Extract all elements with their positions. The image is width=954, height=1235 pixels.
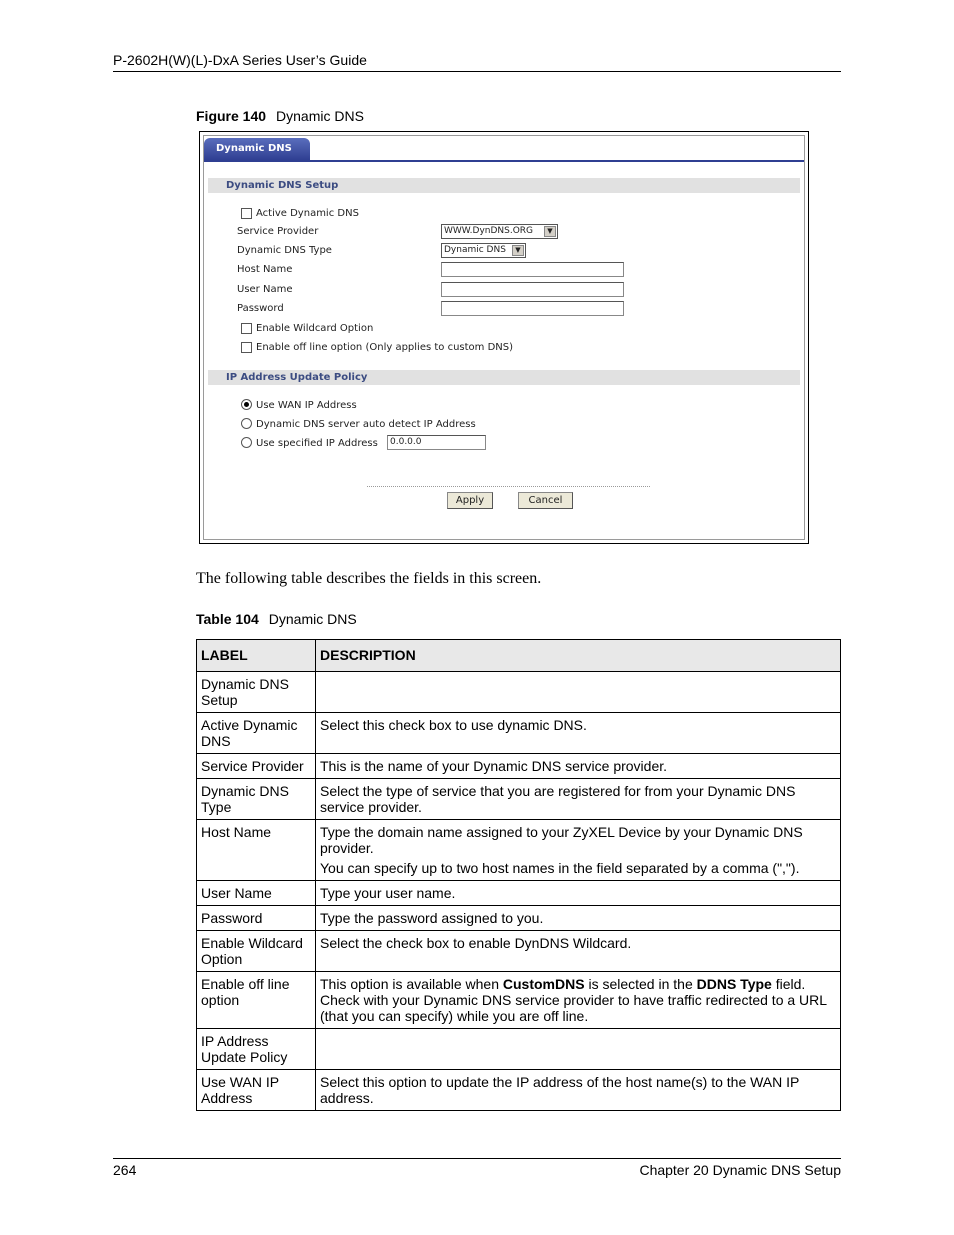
section-ddns-setup: Dynamic DNS Setup	[208, 178, 800, 193]
apply-button[interactable]: Apply	[447, 492, 493, 509]
service-provider-value: WWW.DynDNS.ORG	[444, 226, 534, 236]
row-label: Dynamic DNS Setup	[197, 672, 316, 713]
table-header-row	[197, 640, 841, 672]
radio-use-wan-ip[interactable]	[241, 399, 252, 410]
host-name-input[interactable]	[441, 262, 624, 277]
tab-underline	[204, 160, 804, 162]
header-description: DESCRIPTION	[316, 640, 841, 672]
page-number: 264	[113, 1162, 137, 1178]
radio-use-wan-ip-label: Use WAN IP Address	[256, 400, 357, 411]
figure-caption	[196, 108, 364, 124]
row-label: Password	[197, 906, 316, 931]
table-row	[197, 1070, 841, 1111]
table-number: Table 104	[196, 611, 259, 627]
row-description: Type your user name.	[316, 881, 841, 906]
chevron-down-icon: ▼	[544, 226, 556, 237]
row-description	[316, 1029, 841, 1070]
row-description	[316, 820, 841, 881]
radio-specified-ip[interactable]	[241, 437, 252, 448]
desc-text: is selected in the	[584, 976, 697, 992]
row-label: IP Address Update Policy	[197, 1029, 316, 1070]
service-provider-select[interactable]	[441, 224, 558, 239]
desc-text: field. Check with your Dynamic DNS service provider to have traffic redirected to a URL (that you can specify) while you are off line.	[320, 976, 827, 1024]
active-ddns-label: Active Dynamic DNS	[256, 208, 359, 219]
wildcard-checkbox[interactable]	[241, 323, 252, 334]
table-caption	[196, 611, 357, 627]
header-rule	[113, 71, 841, 72]
table-title: Dynamic DNS	[268, 611, 357, 627]
running-header: P-2602H(W)(L)-DxA Series User’s Guide	[113, 52, 367, 68]
table-row	[197, 972, 841, 1029]
header-label: LABEL	[197, 640, 316, 672]
row-description: Select this option to update the IP address of the host name(s) to the WAN IP address.	[316, 1070, 841, 1111]
row-description: This is the name of your Dynamic DNS service provider.	[316, 754, 841, 779]
radio-auto-detect-label: Dynamic DNS server auto detect IP Address	[256, 419, 476, 430]
specified-ip-input[interactable]: 0.0.0.0	[387, 435, 486, 450]
figure-title: Dynamic DNS	[276, 108, 364, 124]
wildcard-label: Enable Wildcard Option	[256, 323, 374, 334]
active-ddns-checkbox[interactable]	[241, 208, 252, 219]
row-description	[316, 972, 841, 1029]
row-description-p1: Type the domain name assigned to your ZyXEL Device by your Dynamic DNS provider.	[320, 824, 803, 856]
row-label: Enable Wildcard Option	[197, 931, 316, 972]
row-description	[316, 672, 841, 713]
ddns-type-value: Dynamic DNS	[444, 245, 506, 255]
desc-bold-ddns-type: DDNS Type	[696, 976, 772, 992]
table-row	[197, 1029, 841, 1070]
row-label: Dynamic DNS Type	[197, 779, 316, 820]
user-name-input[interactable]	[441, 282, 624, 297]
offline-label: Enable off line option (Only applies to custom DNS)	[256, 342, 514, 353]
section-ip-update-policy: IP Address Update Policy	[208, 370, 800, 385]
intro-paragraph: The following table describes the fields in this screen.	[196, 570, 542, 587]
row-label: Host Name	[197, 820, 316, 881]
table-row	[197, 672, 841, 713]
desc-bold-customdns: CustomDNS	[502, 976, 585, 992]
table-row	[197, 820, 841, 881]
chevron-down-icon: ▼	[512, 245, 524, 256]
table-row	[197, 713, 841, 754]
cancel-button[interactable]: Cancel	[518, 492, 573, 509]
table-row	[197, 931, 841, 972]
divider	[367, 486, 650, 487]
row-label: User Name	[197, 881, 316, 906]
figure-number: Figure 140	[196, 108, 267, 124]
table-row	[197, 754, 841, 779]
figure-screenshot	[199, 131, 809, 544]
row-description: Select this check box to use dynamic DNS.	[316, 713, 841, 754]
ddns-screen	[203, 135, 805, 540]
radio-auto-detect[interactable]	[241, 418, 252, 429]
row-label: Use WAN IP Address	[197, 1070, 316, 1111]
password-label: Password	[237, 303, 284, 314]
row-description: Select the check box to enable DynDNS Wildcard.	[316, 931, 841, 972]
description-table	[196, 639, 841, 1111]
desc-text: This option is available when	[320, 976, 503, 992]
password-input[interactable]	[441, 301, 624, 316]
tab-dynamic-dns[interactable]: Dynamic DNS	[204, 138, 310, 160]
offline-checkbox[interactable]	[241, 342, 252, 353]
user-name-label: User Name	[237, 284, 293, 295]
row-label: Enable off line option	[197, 972, 316, 1029]
chapter-title: Chapter 20 Dynamic DNS Setup	[639, 1162, 841, 1178]
row-description: Type the password assigned to you.	[316, 906, 841, 931]
service-provider-label: Service Provider	[237, 226, 319, 237]
table-row	[197, 906, 841, 931]
table-row	[197, 881, 841, 906]
host-name-label: Host Name	[237, 264, 293, 275]
row-description: Select the type of service that you are registered for from your Dynamic DNS service provider.	[316, 779, 841, 820]
row-label: Service Provider	[197, 754, 316, 779]
ddns-type-select[interactable]	[441, 243, 526, 258]
row-description-p2: You can specify up to two host names in the field separated by a comma (",").	[320, 860, 800, 876]
table-row	[197, 779, 841, 820]
footer-rule	[113, 1158, 841, 1159]
radio-specified-ip-label: Use specified IP Address	[256, 438, 378, 449]
row-label: Active Dynamic DNS	[197, 713, 316, 754]
ddns-type-label: Dynamic DNS Type	[237, 245, 332, 256]
